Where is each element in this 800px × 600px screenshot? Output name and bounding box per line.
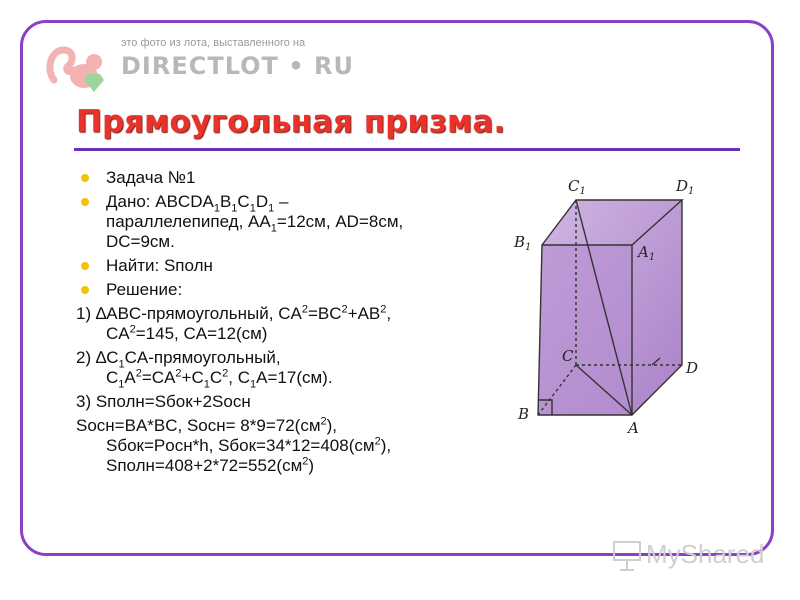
watermark-caption: это фото из лота, выставленного на xyxy=(121,37,306,49)
bullet-solution: Решение: xyxy=(76,280,506,300)
myshared-watermark xyxy=(612,536,772,576)
label-d: D xyxy=(686,359,699,377)
solution-step-3: 3) Sполн=Sбок+2Sосн xyxy=(76,392,251,411)
prism-front-face xyxy=(538,245,632,415)
svg-text:MyShared: MyShared xyxy=(646,539,765,569)
squirrel-logo-icon xyxy=(44,40,112,96)
label-c: C xyxy=(562,347,574,365)
label-c1: $C_1$ xyxy=(568,177,586,197)
label-d1: $D_1$ xyxy=(676,177,695,197)
label-b: B xyxy=(518,405,530,423)
title-underline xyxy=(74,148,740,151)
label-b1: $B_1$ xyxy=(514,233,532,253)
label-a1: $A_1$ xyxy=(638,243,656,263)
bullet-given: Дано: $ABCDA_1B_1C_1D_1$ – параллелепипед, $AA_1=12см$, AD=8см, DC=9см. xyxy=(76,192,506,252)
prism-figure xyxy=(492,175,762,440)
bullet-task: Задача №1 xyxy=(76,168,506,188)
label-a: A xyxy=(628,419,639,437)
bullet-find: Найти: Sполн xyxy=(76,256,506,276)
watermark-brand: DIRECTLOT • RU xyxy=(121,52,354,80)
solution-step-4: Sосн=BA*BC, Sосн= $8*9=72(см^2)$, Sбок=Pосн*h, $Sбок=34*12=408(см^2)$, $Sполн=408+2*72=552(см^2)$ xyxy=(76,415,392,475)
solution-step-1: 1) ∆ABC-прямоугольный, $CA^2=BC^2+AB^2$, $CA^2=145$, CA=12(см) xyxy=(76,303,392,343)
solution-step-2: 2) $\Delta C_1CA$-прямоугольный, $C_1A^2=CA^2+C_1C^2$, $C_1A=17(см)$. xyxy=(76,348,333,391)
slide-title: Прямоугольная призма. xyxy=(76,104,506,140)
presentation-icon xyxy=(614,542,640,570)
slide-body xyxy=(76,168,506,478)
